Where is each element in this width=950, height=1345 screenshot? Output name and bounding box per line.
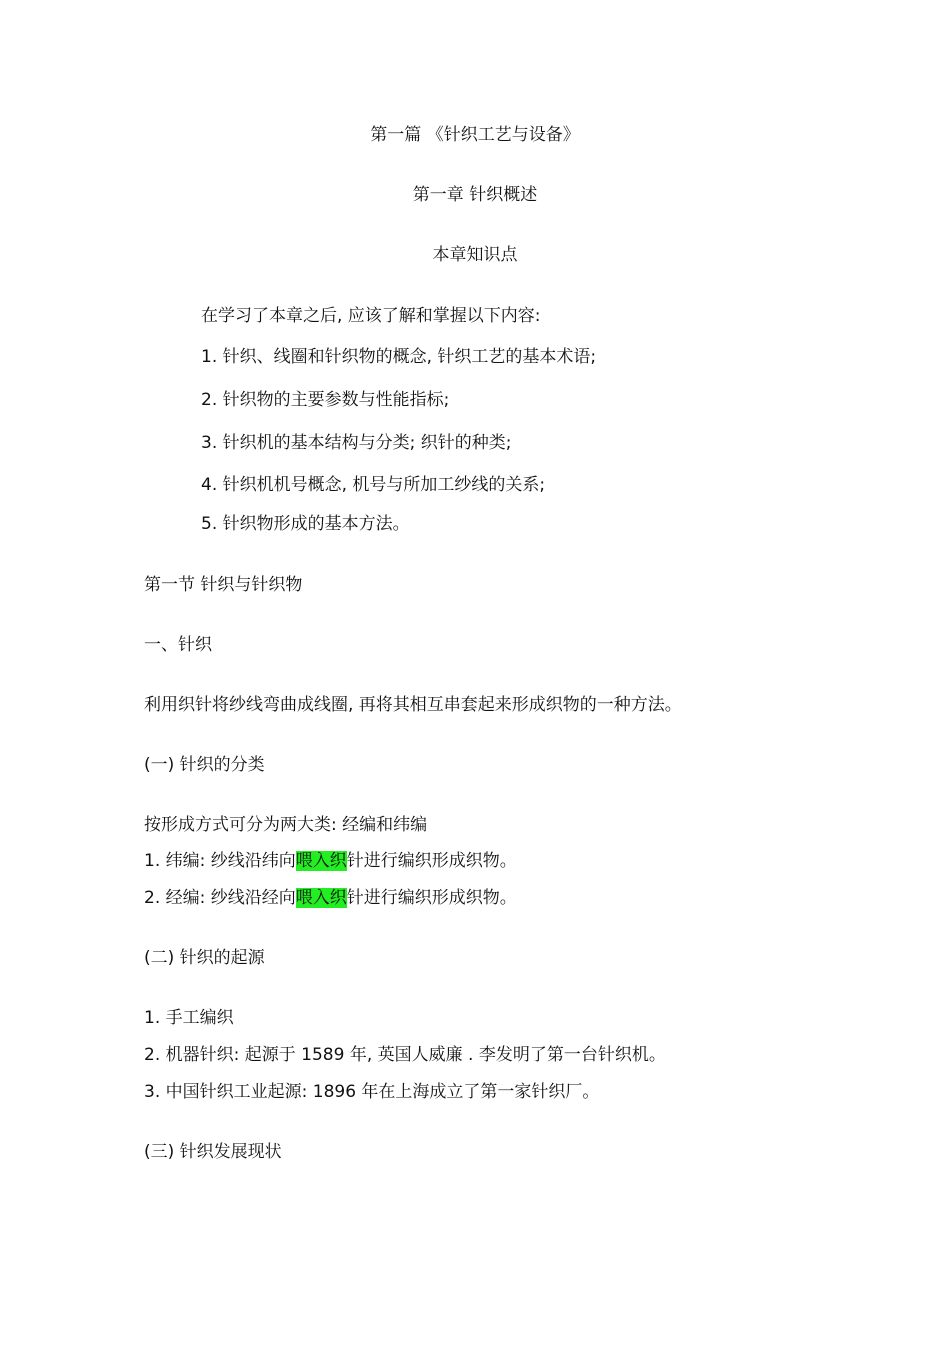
subsection-title: 一、针织 [144,635,212,655]
warp-text-pre: 2. 经编: 纱线沿经向 [144,888,296,908]
origin-item: 1. 手工编织 [144,1008,234,1028]
intro-item: 3. 针织机的基本结构与分类; 织针的种类; [201,433,512,453]
intro-item: 2. 针织物的主要参数与性能指标; [201,390,450,410]
weft-knitting-line [144,849,517,873]
part-title: 第一篇 《针织工艺与设备》 [370,125,580,145]
classify-lead: 按形成方式可分为两大类: 经编和纬编 [144,815,428,835]
intro-item: 1. 针织、线圈和针织物的概念, 针织工艺的基本术语; [201,347,597,367]
origin-item: 3. 中国针织工业起源: 1896 年在上海成立了第一家针织厂。 [144,1082,600,1102]
knowledge-points-title: 本章知识点 [432,245,518,265]
warp-text-post: 针进行编织形成织物。 [346,888,517,908]
origin-item: 2. 机器针织: 起源于 1589 年, 英国人威廉 . 李发明了第一台针织机。 [144,1045,666,1065]
weft-text-post: 针进行编织形成织物。 [346,851,517,871]
section-title: 第一节 针织与针织物 [144,575,303,595]
origin-title: (二) 针织的起源 [144,948,265,968]
definition-text: 利用织针将纱线弯曲成线圈, 再将其相互串套起来形成织物的一种方法。 [144,695,682,715]
warp-knitting-line [144,886,517,910]
highlighted-text: 喂入织 [295,888,347,908]
chapter-title: 第一章 针织概述 [412,185,538,205]
intro-item: 4. 针织机机号概念, 机号与所加工纱线的关系; [201,475,546,495]
classify-title: (一) 针织的分类 [144,755,265,775]
intro-lead: 在学习了本章之后, 应该了解和掌握以下内容: [201,306,541,326]
highlighted-text: 喂入织 [295,851,347,871]
weft-text-pre: 1. 纬编: 纱线沿纬向 [144,851,296,871]
intro-item: 5. 针织物形成的基本方法。 [201,514,410,534]
status-title: (三) 针织发展现状 [144,1142,282,1162]
